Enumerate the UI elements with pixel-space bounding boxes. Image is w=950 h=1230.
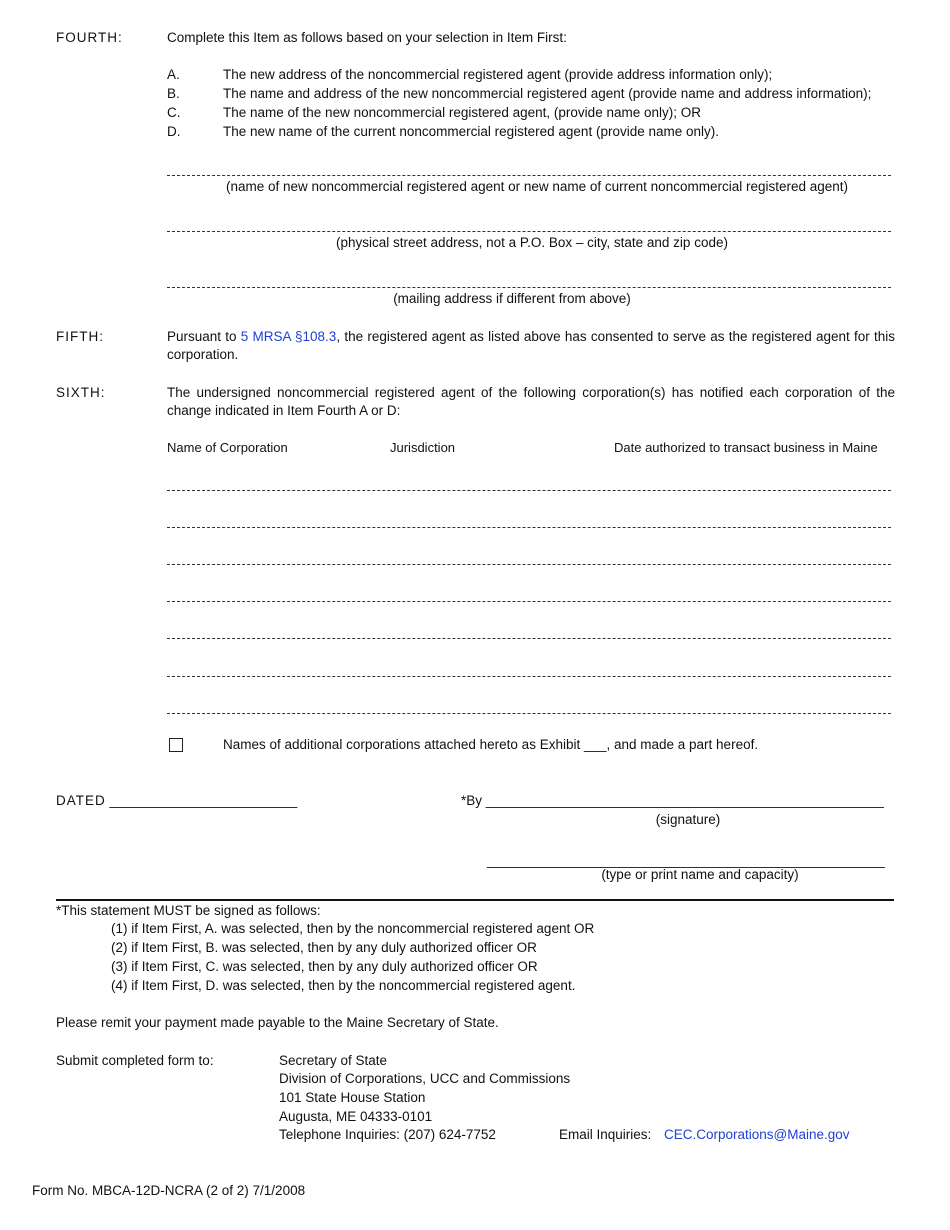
- option-text: The new name of the current noncommercial registered agent (provide name only).: [223, 124, 719, 139]
- name-capacity-field[interactable]: _____________________________________________________: [487, 853, 885, 868]
- physical-address-field[interactable]: [167, 231, 891, 232]
- column-header-date: Date authorized to transact business in Maine: [614, 440, 878, 455]
- phone-inquiries: Telephone Inquiries: (207) 624-7752: [279, 1127, 496, 1142]
- fourth-intro: Complete this Item as follows based on your selection in Item First:: [167, 30, 567, 45]
- footnote-item: (2) if Item First, B. was selected, then by any duly authorized officer OR: [111, 940, 537, 955]
- by-label: *By: [461, 793, 483, 808]
- corporation-row-field[interactable]: [167, 713, 891, 714]
- sixth-text: The undersigned noncommercial registered agent of the following corporation(s) has notified each corporation of the change indicated in Item Fourth A or D:: [167, 385, 895, 418]
- corporation-row-field[interactable]: [167, 527, 891, 528]
- statute-link[interactable]: 5 MRSA §108.3: [240, 329, 337, 344]
- corporation-row-field[interactable]: [167, 638, 891, 639]
- form-number: Form No. MBCA-12D-NCRA (2 of 2) 7/1/2008: [32, 1183, 306, 1198]
- address-line: Secretary of State: [279, 1053, 388, 1068]
- dated-field[interactable]: _________________________: [109, 793, 298, 808]
- option-text: The name and address of the new noncommercial registered agent (provide name and address information);: [223, 86, 872, 101]
- footnote-item: (3) if Item First, C. was selected, then by any duly authorized officer OR: [111, 959, 538, 974]
- corporation-row-field[interactable]: [167, 564, 891, 565]
- additional-corporations-checkbox[interactable]: [169, 738, 183, 752]
- divider: [56, 899, 894, 901]
- footnote-heading: *This statement MUST be signed as follows:: [56, 903, 321, 918]
- signature-caption: (signature): [655, 812, 721, 827]
- column-header-name: Name of Corporation: [167, 440, 288, 455]
- corporation-row-field[interactable]: [167, 601, 891, 602]
- fifth-text: [167, 328, 895, 364]
- agent-name-field[interactable]: [167, 175, 891, 176]
- option-letter: C.: [167, 105, 181, 120]
- by-row: [461, 792, 884, 810]
- option-letter: D.: [167, 124, 181, 139]
- option-text: The name of the new noncommercial registered agent, (provide name only); OR: [223, 105, 701, 120]
- email-link[interactable]: CEC.Corporations@Maine.gov: [664, 1127, 850, 1142]
- address-line: Division of Corporations, UCC and Commissions: [279, 1071, 571, 1086]
- email-inquiries-label: Email Inquiries:: [559, 1127, 652, 1142]
- name-capacity-caption: (type or print name and capacity): [601, 867, 799, 882]
- corporation-row-field[interactable]: [167, 490, 891, 491]
- dated-label: DATED: [56, 793, 106, 808]
- agent-name-caption: (name of new noncommercial registered agent or new name of current noncommercial registered agent): [225, 179, 849, 194]
- footnote-item: (1) if Item First, A. was selected, then by the noncommercial registered agent OR: [111, 921, 595, 936]
- additional-corporations-label: Names of additional corporations attached hereto as Exhibit ___, and made a part hereof.: [223, 737, 759, 752]
- option-letter: A.: [167, 67, 180, 82]
- dated-row: [56, 792, 297, 810]
- physical-address-caption: (physical street address, not a P.O. Box – city, state and zip code): [336, 235, 728, 250]
- fourth-label: FOURTH:: [56, 30, 123, 45]
- mailing-address-caption: (mailing address if different from above): [393, 291, 631, 306]
- footnote-item: (4) if Item First, D. was selected, then by the noncommercial registered agent.: [111, 978, 576, 993]
- address-line: 101 State House Station: [279, 1090, 426, 1105]
- mailing-address-field[interactable]: [167, 287, 891, 288]
- option-letter: B.: [167, 86, 180, 101]
- remit-note: Please remit your payment made payable to the Maine Secretary of State.: [56, 1015, 499, 1030]
- fifth-text-after: , the registered agent as listed above has consented to serve as the registered agent for this corporation.: [167, 329, 896, 362]
- fifth-label: FIFTH:: [56, 329, 104, 344]
- sixth-label: SIXTH:: [56, 385, 106, 400]
- corporation-row-field[interactable]: [167, 676, 891, 677]
- column-header-jurisdiction: Jurisdiction: [390, 440, 456, 455]
- signature-field[interactable]: _____________________________________________________: [485, 793, 884, 808]
- option-text: The new address of the noncommercial registered agent (provide address information only);: [223, 67, 773, 82]
- submit-label: Submit completed form to:: [56, 1053, 214, 1068]
- fifth-text-before: Pursuant to: [167, 329, 241, 344]
- address-line: Augusta, ME 04333-0101: [279, 1109, 433, 1124]
